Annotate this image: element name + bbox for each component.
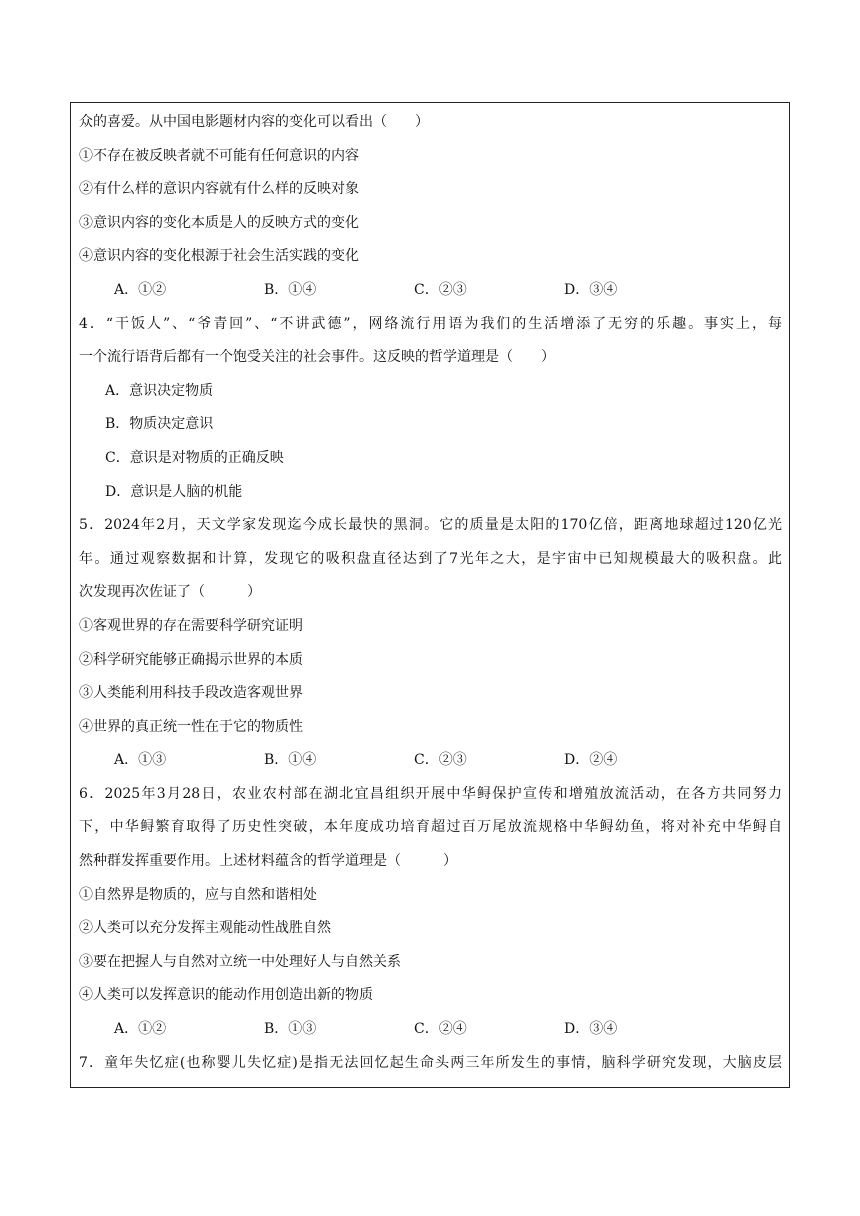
q6-option-a[interactable]: A．①②: [114, 1021, 167, 1038]
q6-statement-3: ③要在把握人与自然对立统一中处理好人与自然关系: [79, 953, 401, 970]
q4-stem-line-1: 4．“干饭人”、“爷青回”、“不讲武德”，网络流行用语为我们的生活增添了无穷的乐趣。事实上，每: [79, 315, 782, 332]
q4-option-b[interactable]: B．物质决定意识: [105, 416, 214, 433]
q5-options: [79, 744, 782, 778]
q5-statement-3: ③人类能利用科技手段改造客观世界: [79, 685, 303, 702]
q3-statement-1: ①不存在被反映者就不可能有任何意识的内容: [79, 147, 359, 164]
q4-option-a[interactable]: A．意识决定物质: [105, 382, 214, 399]
q6-statement-2: ②人类可以充分发挥主观能动性战胜自然: [79, 920, 331, 937]
q5-option-b[interactable]: B．①④: [264, 752, 317, 769]
q6-statement-1: ①自然界是物质的，应与自然和谐相处: [79, 886, 317, 903]
q3-option-d[interactable]: D．③④: [564, 281, 618, 298]
q5-statement-4: ④世界的真正统一性在于它的物质性: [79, 718, 303, 735]
q6-stem-line-1: 6．2025年3月28日，农业农村部在湖北宜昌组织开展中华鲟保护宣传和增殖放流活动，在各方共同努力: [79, 785, 782, 802]
q6-options: [79, 1013, 782, 1047]
q3-option-b[interactable]: B．①④: [264, 281, 317, 298]
q6-option-c[interactable]: C．②④: [414, 1021, 467, 1038]
q3-statement-4: ④意识内容的变化根源于社会生活实践的变化: [79, 248, 359, 265]
q5-option-a[interactable]: A．①③: [114, 752, 167, 769]
q3-options: [79, 274, 782, 308]
question-frame: [70, 102, 790, 1088]
q4-option-d[interactable]: D．意识是人脑的机能: [105, 483, 243, 500]
q6-option-d[interactable]: D．③④: [564, 1021, 618, 1038]
q3-stem-end: 众的喜爱。从中国电影题材内容的变化可以看出（ ）: [79, 114, 429, 130]
q7-stem-line-1: 7．童年失忆症(也称婴儿失忆症)是指无法回忆起生命头两三年所发生的事情，脑科学研究发现，大脑皮层: [79, 1054, 782, 1071]
q3-statement-2: ②有什么样的意识内容就有什么样的反映对象: [79, 181, 359, 198]
q4-stem-line-2: 一个流行语背后都有一个饱受关注的社会事件。这反映的哲学道理是（ ）: [79, 349, 555, 366]
q3-option-c[interactable]: C．②③: [414, 281, 467, 298]
q3-statement-3: ③意识内容的变化本质是人的反映方式的变化: [79, 214, 359, 231]
q6-option-b[interactable]: B．①③: [264, 1021, 317, 1038]
q6-stem-line-2: 下，中华鲟繁育取得了历史性突破，本年度成功培育超过百万尾放流规格中华鲟幼鱼，将对补充中华鲟自: [79, 819, 782, 836]
q6-statement-4: ④人类可以发挥意识的能动作用创造出新的物质: [79, 987, 373, 1004]
q5-statement-1: ①客观世界的存在需要科学研究证明: [79, 617, 303, 634]
q4-option-c[interactable]: C．意识是对物质的正确反映: [105, 449, 284, 466]
q5-stem-line-2: 年。通过观察数据和计算，发现它的吸积盘直径达到了7光年之大，是宇宙中已知规模最大的吸积盘。此: [79, 550, 782, 567]
q5-stem-line-1: 5．2024年2月，天文学家发现迄今成长最快的黑洞。它的质量是太阳的170亿倍，距离地球超过120亿光: [79, 517, 782, 534]
q5-option-d[interactable]: D．②④: [564, 752, 618, 769]
q5-statement-2: ②科学研究能够正确揭示世界的本质: [79, 651, 303, 668]
q6-stem-line-3: 然种群发挥重要作用。上述材料蕴含的哲学道理是（ ）: [79, 853, 457, 870]
q5-option-c[interactable]: C．②③: [414, 752, 467, 769]
question-content: [71, 103, 789, 1080]
q3-option-a[interactable]: A．①②: [114, 281, 167, 298]
q5-stem-line-3: 次发现再次佐证了（ ）: [79, 584, 261, 601]
